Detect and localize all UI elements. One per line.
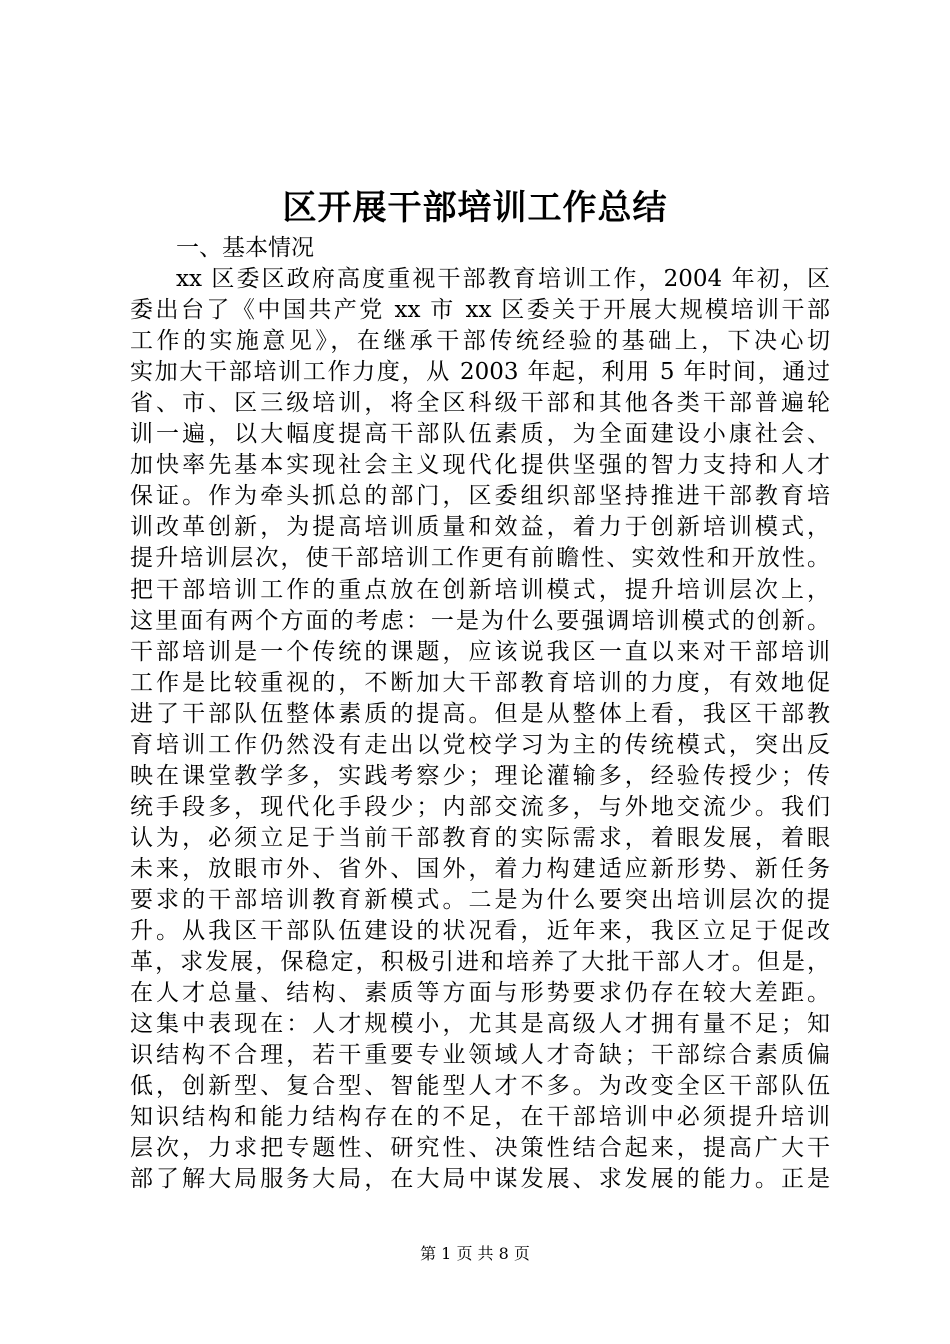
paragraph-line: 要求的干部培训教育新模式。二是为什么要突出培训层次的提	[130, 886, 830, 913]
page-footer: 第 1 页 共 8 页	[420, 1244, 530, 1263]
paragraph-line: 低，创新型、复合型、智能型人才不多。为改变全区干部队伍	[130, 1073, 830, 1100]
paragraph-line: 统手段多，现代化手段少；内部交流多，与外地交流少。我们	[130, 793, 830, 820]
section-heading: 一、基本情况	[176, 235, 314, 261]
paragraph-line: 知识结构和能力结构存在的不足，在干部培训中必须提升培训	[130, 1104, 830, 1131]
paragraph	[130, 264, 830, 1195]
paragraph-line: 省、市、区三级培训，将全区科级干部和其他各类干部普遍轮	[130, 390, 830, 417]
paragraph-line: 干部培训是一个传统的课题，应该说我区一直以来对干部培训	[130, 638, 830, 665]
paragraph-line: 保证。作为牵头抓总的部门，区委组织部坚持推进干部教育培	[130, 483, 830, 510]
paragraph-line: 在人才总量、结构、素质等方面与形势要求仍存在较大差距。	[130, 980, 830, 1007]
paragraph-line: 工作的实施意见》，在继承干部传统经验的基础上，下决心切	[130, 328, 830, 355]
paragraph-line: xx 区委区政府高度重视干部教育培训工作，2004 年初，区	[176, 266, 830, 293]
paragraph-line: 育培训工作仍然没有走出以党校学习为主的传统模式，突出反	[130, 731, 830, 758]
paragraph-line: 认为，必须立足于当前干部教育的实际需求，着眼发展，着眼	[130, 824, 830, 851]
paragraph-line: 委出台了《中国共产党 xx 市 xx 区委关于开展大规模培训干部	[130, 297, 830, 324]
paragraph-line: 训一遍，以大幅度提高干部队伍素质，为全面建设小康社会、	[130, 421, 830, 448]
paragraph-line: 提升培训层次，使干部培训工作更有前瞻性、实效性和开放性。	[130, 545, 830, 572]
paragraph-line: 这集中表现在：人才规模小，尤其是高级人才拥有量不足；知	[130, 1011, 830, 1038]
document-body	[130, 233, 830, 1195]
paragraph-line: 层次，力求把专题性、研究性、决策性结合起来，提高广大干	[130, 1135, 830, 1162]
paragraph-line: 把干部培训工作的重点放在创新培训模式，提升培训层次上，	[130, 576, 830, 603]
paragraph-line: 未来，放眼市外、省外、国外，着力构建适应新形势、新任务	[130, 855, 830, 882]
paragraph-line: 工作是比较重视的，不断加大干部教育培训的力度，有效地促	[130, 669, 830, 696]
paragraph-line: 这里面有两个方面的考虑：一是为什么要强调培训模式的创新。	[130, 607, 830, 634]
document-title: 区开展干部培训工作总结	[282, 188, 668, 228]
paragraph-line: 加快率先基本实现社会主义现代化提供坚强的智力支持和人才	[130, 452, 830, 479]
paragraph-line: 实加大干部培训工作力度，从 2003 年起，利用 5 年时间，通过	[130, 359, 830, 386]
paragraph-line: 识结构不合理，若干重要专业领域人才奇缺；干部综合素质偏	[130, 1042, 830, 1069]
paragraph-line: 升。从我区干部队伍建设的状况看，近年来，我区立足于促改	[130, 918, 830, 945]
paragraph-line: 映在课堂教学多，实践考察少；理论灌输多，经验传授少；传	[130, 762, 830, 789]
paragraph-line: 训改革创新，为提高培训质量和效益，着力于创新培训模式，	[130, 514, 830, 541]
paragraph-line: 部了解大局服务大局，在大局中谋发展、求发展的能力。正是	[130, 1166, 830, 1193]
paragraph-line: 进了干部队伍整体素质的提高。但是从整体上看，我区干部教	[130, 700, 830, 727]
paragraph-line: 革，求发展，保稳定，积极引进和培养了大批干部人才。但是，	[130, 949, 830, 976]
